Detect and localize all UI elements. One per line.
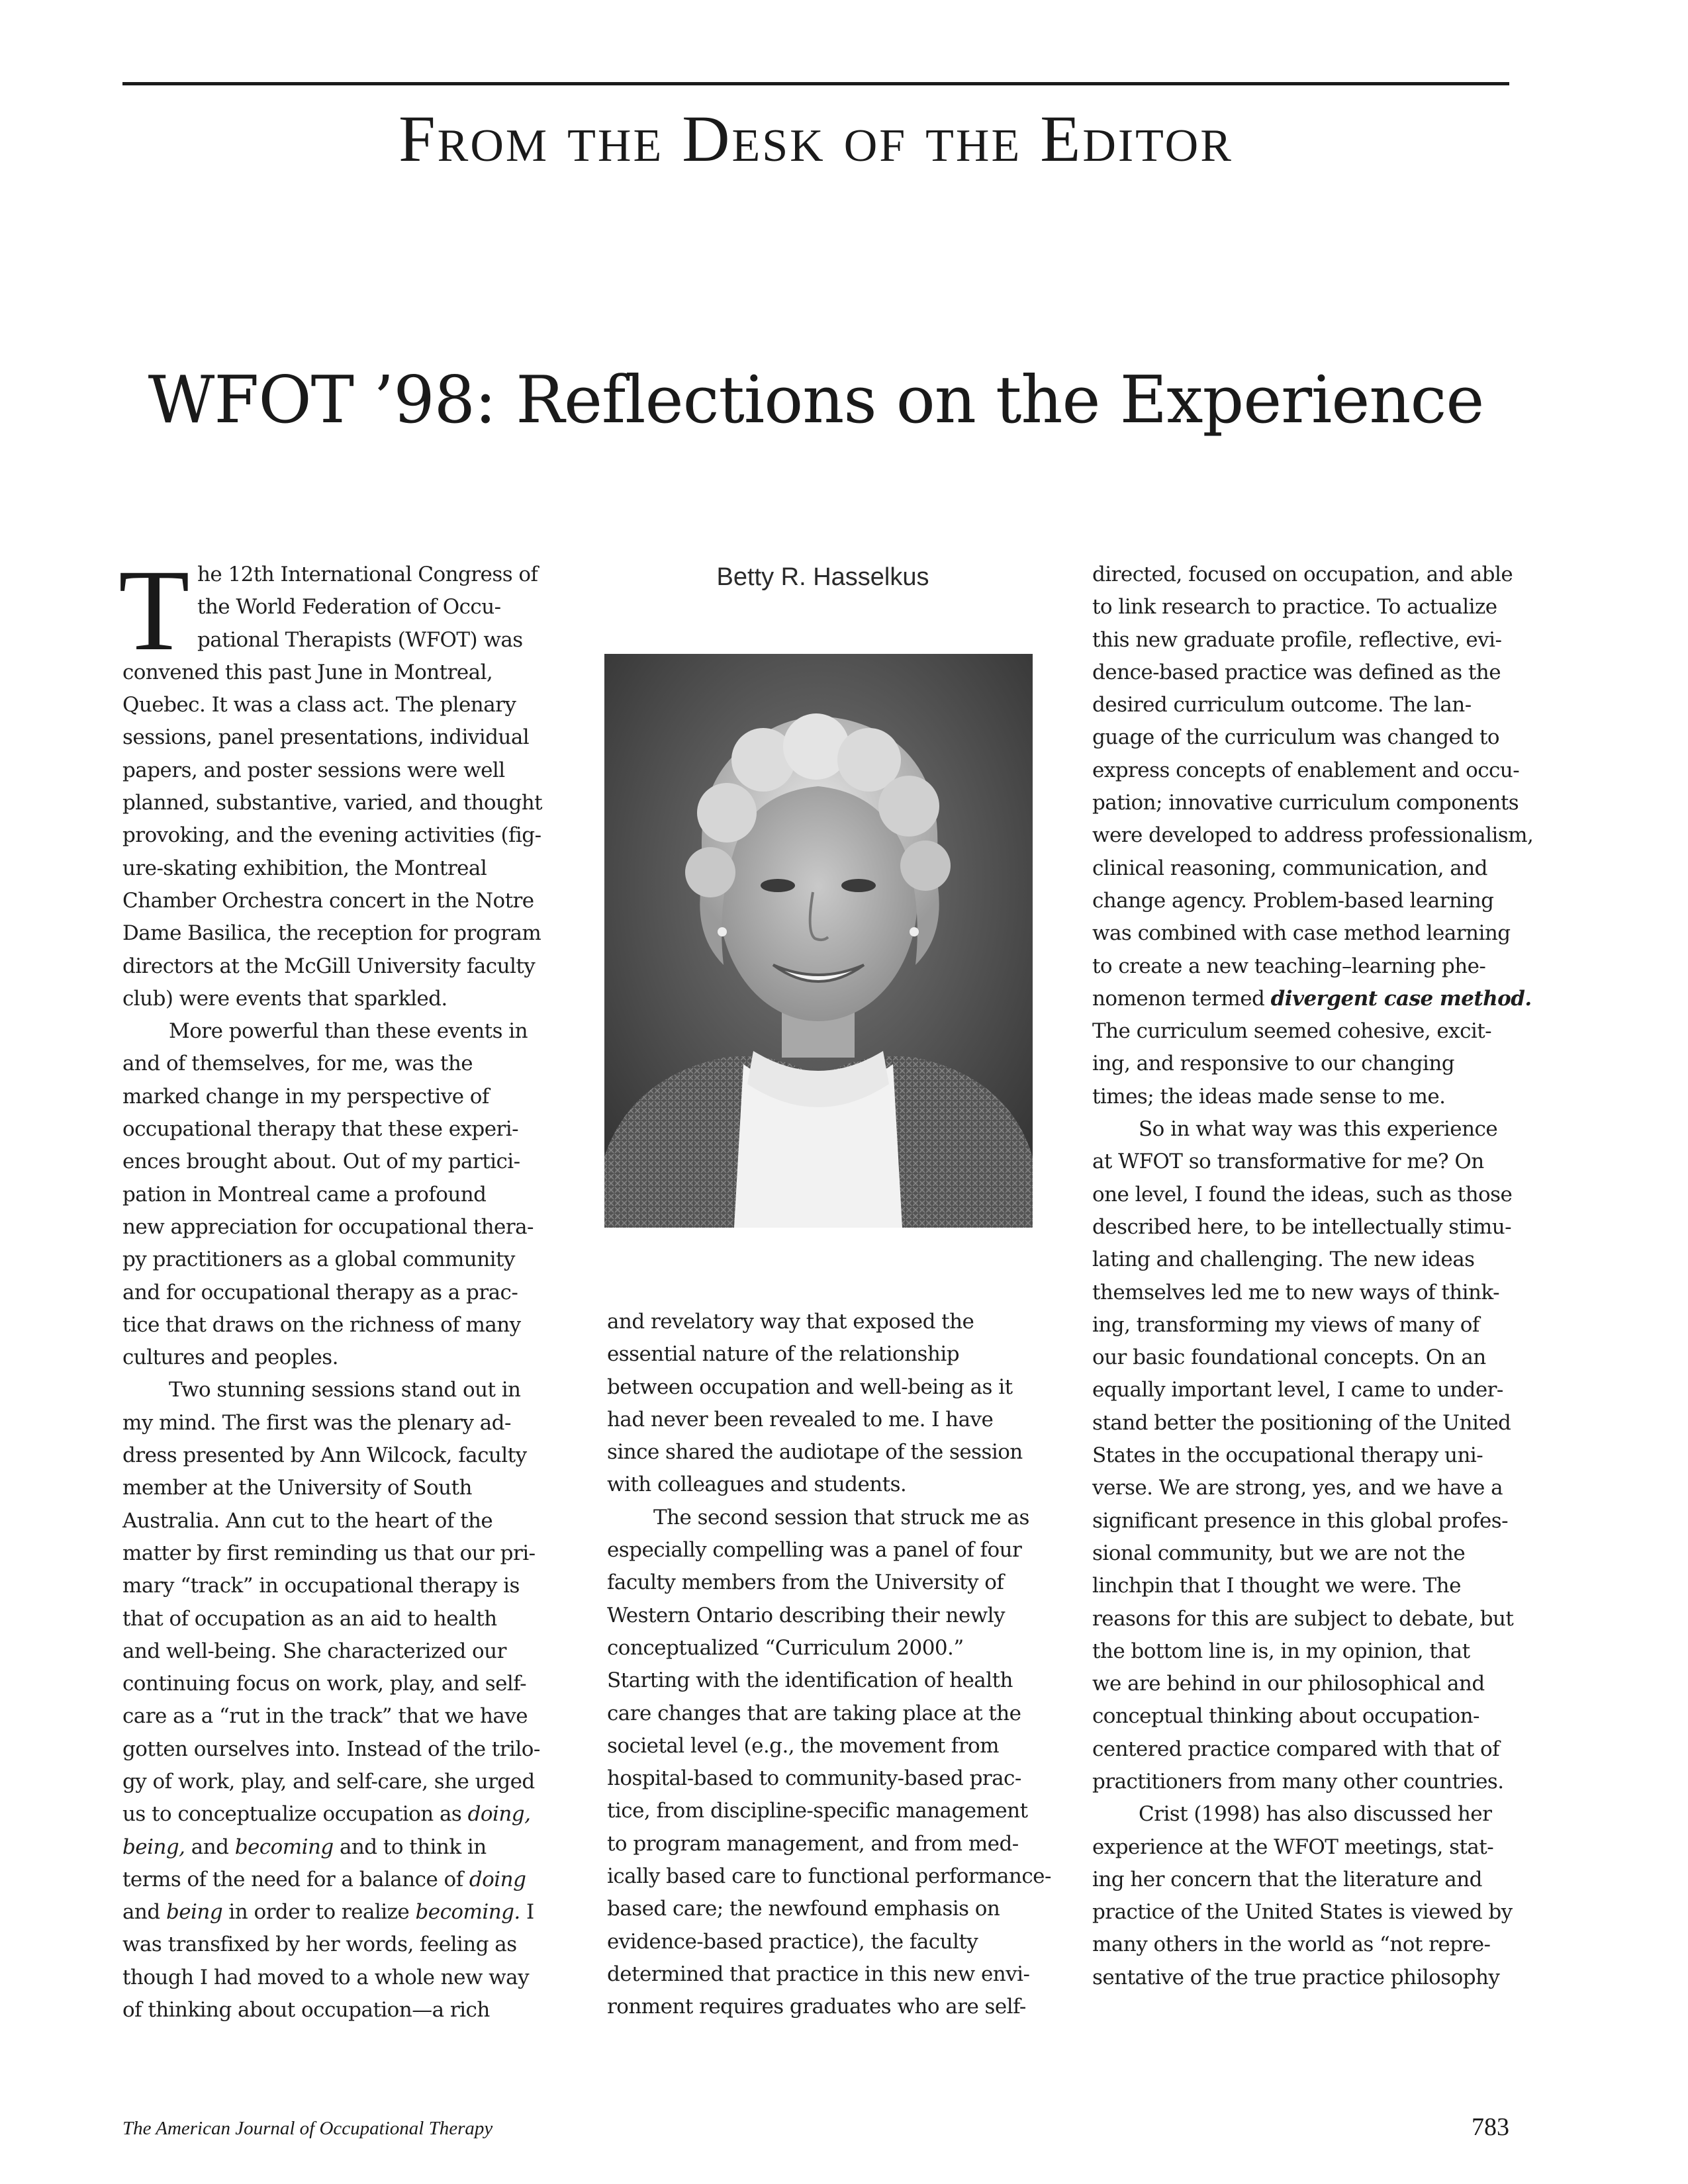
author-portrait-image [604,654,1033,1228]
text-line: Australia. Ann cut to the heart of the [122,1508,493,1533]
text-line: conceptual thinking about occupation- [1092,1704,1479,1729]
text-line: terms of the need for a balance of doing [122,1867,526,1891]
left-paragraph-2 [122,1015,554,1374]
text-line: ing, and responsive to our changing [1092,1052,1455,1076]
text-line: societal level (e.g., the movement from [607,1733,999,1758]
text-line: matter by first reminding us that our pri- [122,1541,536,1565]
text-line: evidence-based practice), the faculty [607,1929,978,1954]
text-line: gy of work, play, and self-care, she urged [122,1769,535,1794]
text-line: provoking, and the evening activities (fig- [122,823,541,848]
text-line: us to conceptualize occupation as doing, [122,1802,531,1827]
text-line: occupational therapy that these experi- [122,1117,519,1142]
text-line: continuing focus on work, play, and self- [122,1672,527,1696]
text-line: More powerful than these events in [169,1019,528,1044]
text-line: of thinking about occupation—a rich [122,1998,490,2023]
text-line: py practitioners as a global community [122,1248,515,1272]
text-line: between occupation and well-being as it [607,1375,1013,1399]
text-line: determined that practice in this new envi- [607,1962,1030,1986]
text-line: times; the ideas made sense to me. [1092,1084,1446,1109]
text-line: pational Therapists (WFOT) was [197,627,523,652]
text-line: especially compelling was a panel of four [607,1538,1022,1563]
text-line: nomenon termed divergent case method. [1092,986,1532,1011]
left-column [118,546,554,2026]
text-line: change agency. Problem-based learning [1092,888,1494,913]
text-line: So in what way was this experience [1139,1117,1498,1142]
text-line: The second session that struck me as [653,1505,1029,1529]
text-line: clinical reasoning, communication, and [1092,856,1487,880]
text-line: practice of the United States is viewed by [1092,1900,1513,1925]
text-line: care changes that are taking place at the [607,1701,1021,1725]
left-paragraph-1 [118,546,554,1015]
text-line: reasons for this are subject to debate, but [1092,1606,1514,1631]
text-line: he 12th International Congress of [197,563,538,586]
left-paragraph-3 [122,1374,554,2026]
text-line: conceptualized “Curriculum 2000.” [607,1635,964,1660]
middle-column [607,1306,1051,2024]
text-line: the bottom line is, in my opinion, that [1092,1639,1470,1663]
text-line: and for occupational therapy as a prac- [122,1280,518,1304]
text-line: The curriculum seemed cohesive, excit- [1092,1019,1492,1044]
text-line: to create a new teaching–learning phe- [1092,954,1486,978]
text-line: to link research to practice. To actualize [1092,595,1497,619]
author-photo [604,654,1033,1228]
text-line: pation; innovative curriculum components [1092,791,1519,815]
footer-journal-name: The American Journal of Occupational Therapy [122,2118,493,2139]
text-line: my mind. The first was the plenary ad- [122,1410,511,1435]
author-byline: Betty R. Hasselkus [716,563,929,591]
text-line: planned, substantive, varied, and thought [122,791,543,815]
text-line: one level, I found the ideas, such as those [1092,1182,1513,1206]
text-line: Quebec. It was a class act. The plenary [122,693,516,717]
text-line: themselves led me to new ways of think- [1092,1280,1500,1304]
text-line: Starting with the identification of health [607,1668,1013,1693]
text-line: had never been revealed to me. I have [607,1407,994,1432]
article-title: WFOT ’98: Reflections on the Experience [148,363,1484,438]
text-line: marked change in my perspective of [122,1084,489,1109]
text-line: ing, transforming my views of many of [1092,1312,1479,1337]
text-line: equally important level, I came to under- [1092,1378,1503,1402]
text-line: since shared the audiotape of the session [607,1440,1023,1465]
text-line: hospital-based to community-based prac- [607,1766,1021,1791]
text-line: linchpin that I thought we were. The [1092,1574,1461,1598]
text-line: dress presented by Ann Wilcock, faculty [122,1443,527,1468]
text-line: and being in order to realize becoming. I [122,1900,534,1925]
text-line: papers, and poster sessions were well [122,758,505,782]
text-line: States in the occupational therapy uni- [1092,1443,1483,1468]
text-line: essential nature of the relationship [607,1342,959,1367]
text-line: sessions, panel presentations, individual [122,725,530,750]
right-paragraph-3 [1092,1798,1526,1994]
text-line: mary “track” in occupational therapy is [122,1574,520,1598]
text-line: with colleagues and students. [607,1473,907,1497]
text-line: verse. We are strong, yes, and we have a [1092,1476,1503,1500]
text-line: our basic foundational concepts. On an [1092,1345,1486,1370]
right-paragraph-1 [1092,559,1534,1113]
text-line: the World Federation of Occu- [197,595,501,619]
text-line: express concepts of enablement and occu- [1092,758,1520,782]
text-line: experience at the WFOT meetings, stat- [1092,1835,1494,1859]
text-line: sional community, but we are not the [1092,1541,1466,1565]
text-line: Crist (1998) has also discussed her [1139,1802,1492,1827]
text-line: gotten ourselves into. Instead of the trilo- [122,1737,540,1761]
text-line: and revelatory way that exposed the [607,1310,974,1334]
text-line: ing her concern that the literature and [1092,1867,1482,1891]
text-line: was combined with case method learning [1092,921,1511,946]
text-line: care as a “rut in the track” that we have [122,1704,528,1729]
text-line: being, and becoming and to think in [122,1835,487,1859]
text-line: ronment requires graduates who are self- [607,1995,1026,2019]
text-line: directors at the McGill University faculty [122,954,536,978]
text-line: cultures and peoples. [122,1345,338,1370]
text-line: member at the University of South [122,1476,472,1500]
text-line: based care; the newfound emphasis on [607,1897,1000,1921]
text-line: that of occupation as an aid to health [122,1606,497,1631]
text-line: Chamber Orchestra concert in the Notre [122,888,534,913]
text-line: centered practice compared with that of [1092,1737,1500,1761]
text-line: tice, from discipline-specific management [607,1799,1028,1823]
text-line: directed, focused on occupation, and able [1092,563,1513,586]
right-paragraph-2 [1092,1113,1526,1798]
middle-paragraph-1 [607,1306,1039,1502]
text-line: sentative of the true practice philosophy [1092,1965,1500,1989]
text-line: faculty members from the University of [607,1570,1004,1595]
text-line: at WFOT so transformative for me? On [1092,1150,1484,1174]
text-line: Two stunning sessions stand out in [169,1378,521,1402]
text-line: were developed to address professionalism, [1092,823,1534,848]
text-line: dence-based practice was defined as the [1092,660,1501,684]
text-line: though I had moved to a whole new way [122,1965,530,1989]
text-line: club) were events that sparkled. [122,986,447,1011]
text-line: desired curriculum outcome. The lan- [1092,693,1472,717]
text-line: stand better the positioning of the United [1092,1410,1511,1435]
text-line: new appreciation for occupational thera- [122,1214,534,1239]
drop-cap: T [118,546,189,675]
text-line: Western Ontario describing their newly [607,1603,1005,1627]
text-line: we are behind in our philosophical and [1092,1672,1485,1696]
text-line: was transfixed by her words, feeling as [122,1933,517,1957]
text-line: pation in Montreal came a profound [122,1182,487,1206]
text-line: significant presence in this global profes- [1092,1508,1509,1533]
right-column [1092,559,1534,1994]
section-title: From the Desk of the Editor [399,102,1233,175]
text-line: and well-being. She characterized our [122,1639,506,1663]
text-line: ically based care to functional performance- [607,1864,1051,1889]
text-line: tice that draws on the richness of many [122,1312,521,1337]
text-line: ences brought about. Out of my partici- [122,1150,520,1174]
top-rule [122,82,1509,85]
text-line: practitioners from many other countries. [1092,1769,1504,1794]
text-line: lating and challenging. The new ideas [1092,1248,1475,1272]
text-line: guage of the curriculum was changed to [1092,725,1499,750]
text-line: described here, to be intellectually stimu- [1092,1214,1512,1239]
text-line: convened this past June in Montreal, [122,660,493,684]
middle-paragraph-2 [607,1502,1051,2024]
text-line: Dame Basilica, the reception for program [122,921,541,946]
text-line: ure-skating exhibition, the Montreal [122,856,487,880]
text-line: to program management, and from med- [607,1831,1019,1856]
text-line: this new graduate profile, reflective, evi- [1092,627,1502,652]
text-line: many others in the world as “not repre- [1092,1933,1491,1957]
text-line: and of themselves, for me, was the [122,1052,473,1076]
page-number: 783 [1472,2113,1509,2141]
